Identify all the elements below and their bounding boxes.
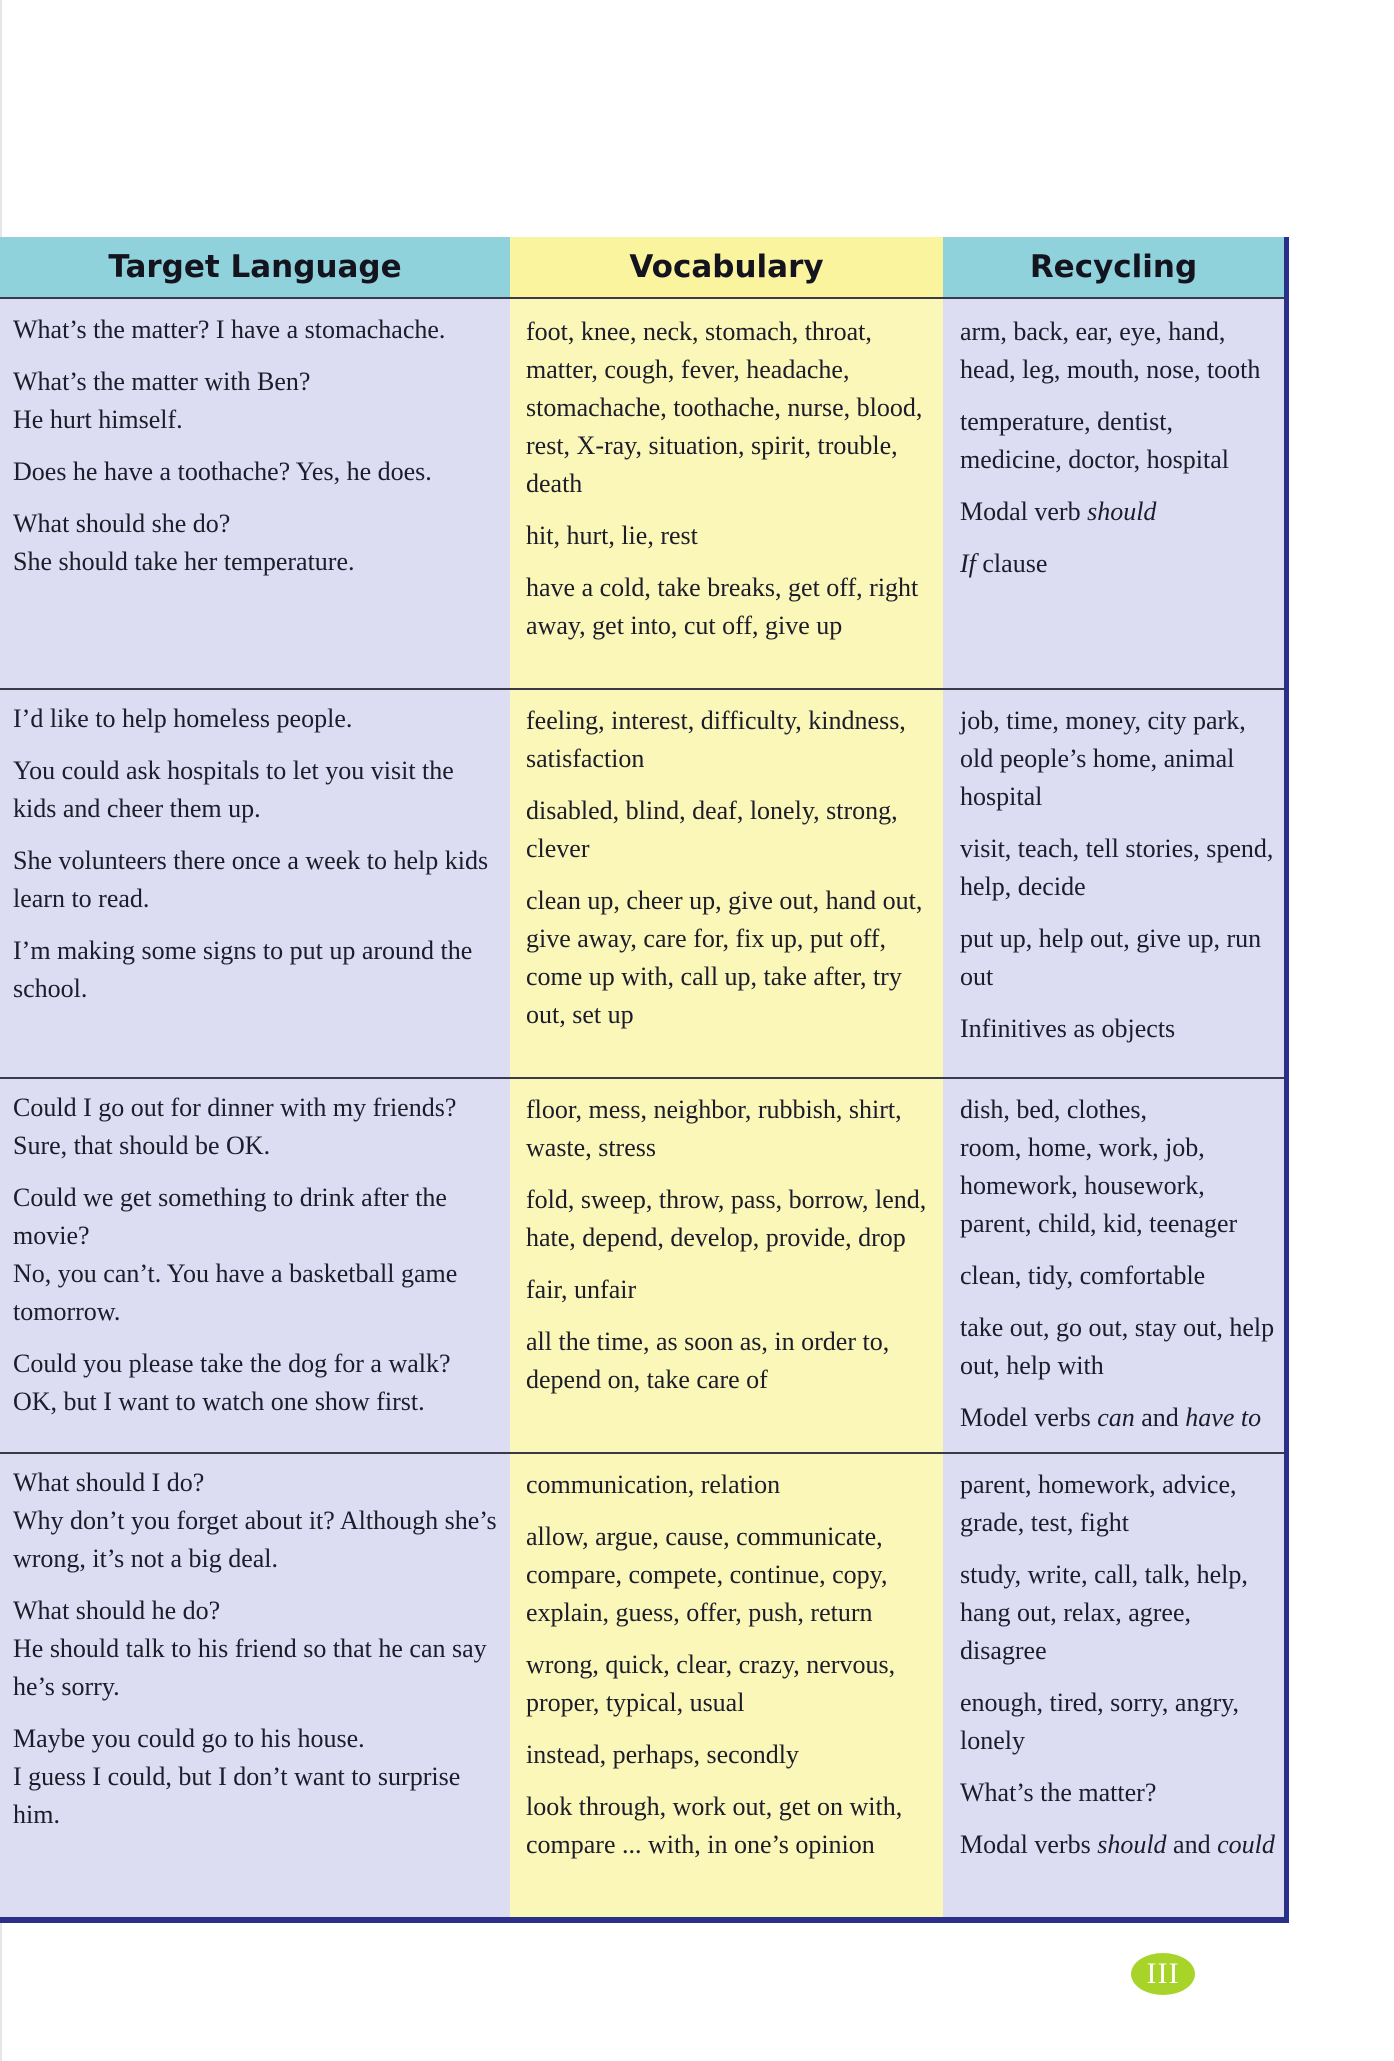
vocabulary-group: clean up, cheer up, give out, hand out, give away, care for, fix up, put off, come up with, call up, take after, try out, set up (526, 886, 923, 1029)
vocabulary-group: communication, relation (526, 1470, 781, 1499)
recycling-grammar-text: Modal verb (960, 497, 1088, 526)
target-phrase: I’m making some signs to put up around the school. (13, 936, 473, 1003)
vocabulary-group: allow, argue, cause, communicate, compare, compete, continue, copy, explain, guess, offer, push, return (526, 1522, 888, 1627)
target-phrase: What’s the matter with Ben? He hurt himself. (13, 367, 311, 434)
vocabulary-group: all the time, as soon as, in order to, depend on, take care of (526, 1327, 890, 1394)
recycling-cell (943, 1452, 1284, 1917)
recycling-italic-word: If (960, 549, 976, 578)
vocabulary-group: fold, sweep, throw, pass, borrow, lend, hate, depend, develop, provide, drop (526, 1185, 927, 1252)
recycling-group: dish, bed, clothes, room, home, work, job, homework, housework, parent, child, kid, teenager (960, 1095, 1238, 1238)
vocabulary-group: look through, work out, get on with, compare ... with, in one’s opinion (526, 1792, 903, 1859)
vocabulary-cell (510, 688, 943, 1077)
recycling-group: enough, tired, sorry, angry, lonely (960, 1688, 1239, 1755)
recycling-grammar-text: Model verbs (960, 1403, 1098, 1432)
target-phrase: You could ask hospitals to let you visit the kids and cheer them up. (13, 756, 454, 823)
target-phrase: I’d like to help homeless people. (13, 704, 353, 733)
table-row-3 (0, 1077, 1284, 1452)
vocabulary-group: feeling, interest, difficulty, kindness, satisfaction (526, 706, 906, 773)
target-phrase: Could I go out for dinner with my friends? Sure, that should be OK. (13, 1093, 457, 1160)
recycling-group: arm, back, ear, eye, hand, head, leg, mouth, nose, tooth (960, 317, 1261, 384)
vocabulary-group: instead, perhaps, secondly (526, 1740, 799, 1769)
recycling-italic-word: should (1087, 497, 1157, 526)
vocabulary-group: disabled, blind, deaf, lonely, strong, clever (526, 796, 898, 863)
vocabulary-group: floor, mess, neighbor, rubbish, shirt, waste, stress (526, 1095, 902, 1162)
recycling-grammar-text: and (1134, 1403, 1186, 1432)
recycling-group: put up, help out, give up, run out (960, 924, 1262, 991)
vocabulary-group: have a cold, take breaks, get off, right away, get into, cut off, give up (526, 573, 919, 640)
page-number-badge: III (1131, 1953, 1195, 1995)
vocabulary-cell (510, 299, 943, 688)
recycling-grammar-text: clause (982, 549, 1048, 578)
recycling-group: parent, homework, advice, grade, test, fight (960, 1470, 1237, 1537)
recycling-grammar (960, 493, 1278, 531)
vocabulary-group: wrong, quick, clear, crazy, nervous, proper, typical, usual (526, 1650, 896, 1717)
target-phrase: Could we get something to drink after the movie? No, you can’t. You have a basketball game tomorrow. (13, 1183, 458, 1326)
target-phrase: What should she do? She should take her temperature. (13, 509, 355, 576)
recycling-cell (943, 1077, 1284, 1452)
target-language-cell (0, 1077, 510, 1452)
unit-overview-table (0, 237, 1289, 1923)
recycling-cell (943, 688, 1284, 1077)
target-phrase: What should he do? He should talk to his friend so that he can say he’s sorry. (13, 1596, 487, 1701)
vocabulary-group: foot, knee, neck, stomach, throat, matter, cough, fever, headache, stomachache, toothache, nurse, blood, rest, X-ray, situation, spirit, trouble, death (526, 317, 923, 498)
target-phrase: Does he have a toothache? Yes, he does. (13, 457, 432, 486)
target-phrase: What should I do? Why don’t you forget about it? Although she’s wrong, it’s not a big deal. (13, 1468, 497, 1573)
recycling-grammar (960, 545, 1278, 583)
recycling-grammar-text: Modal verbs (960, 1830, 1098, 1859)
recycling-italic-word: should (1097, 1830, 1167, 1859)
vocabulary-cell (510, 1452, 943, 1917)
recycling-italic-word: have to (1185, 1403, 1262, 1432)
recycling-group: study, write, call, talk, help, hang out, relax, agree, disagree (960, 1560, 1248, 1665)
recycling-italic-word: can (1097, 1403, 1135, 1432)
target-phrase: Maybe you could go to his house. I guess I could, but I don’t want to surprise him. (13, 1724, 461, 1829)
recycling-group: visit, teach, tell stories, spend, help, decide (960, 834, 1274, 901)
header-target-language: Target Language (0, 237, 510, 299)
table-row-1 (0, 299, 1284, 688)
recycling-cell (943, 299, 1284, 688)
target-phrase: Could you please take the dog for a walk? OK, but I want to watch one show first. (13, 1349, 451, 1416)
target-phrase: What’s the matter? I have a stomachache. (13, 315, 446, 344)
target-language-cell (0, 1452, 510, 1917)
header-recycling: Recycling (943, 237, 1284, 299)
header-vocabulary: Vocabulary (510, 237, 943, 299)
vocabulary-cell (510, 1077, 943, 1452)
recycling-group: temperature, dentist, medicine, doctor, hospital (960, 407, 1230, 474)
recycling-group: clean, tidy, comfortable (960, 1261, 1206, 1290)
target-language-cell (0, 688, 510, 1077)
recycling-italic-word: could (1217, 1830, 1275, 1859)
table-row-4 (0, 1452, 1284, 1917)
recycling-grammar-text: and (1166, 1830, 1218, 1859)
recycling-grammar: Infinitives as objects (960, 1014, 1176, 1043)
table-row-2 (0, 688, 1284, 1077)
recycling-group: job, time, money, city park, old people’s home, animal hospital (960, 706, 1246, 811)
vocabulary-group: hit, hurt, lie, rest (526, 521, 698, 550)
recycling-grammar (960, 1826, 1278, 1864)
recycling-group: What’s the matter? (960, 1778, 1157, 1807)
vocabulary-group: fair, unfair (526, 1275, 637, 1304)
recycling-grammar (960, 1399, 1278, 1437)
recycling-group: take out, go out, stay out, help out, help with (960, 1313, 1275, 1380)
target-language-cell (0, 299, 510, 688)
target-phrase: She volunteers there once a week to help kids learn to read. (13, 846, 489, 913)
